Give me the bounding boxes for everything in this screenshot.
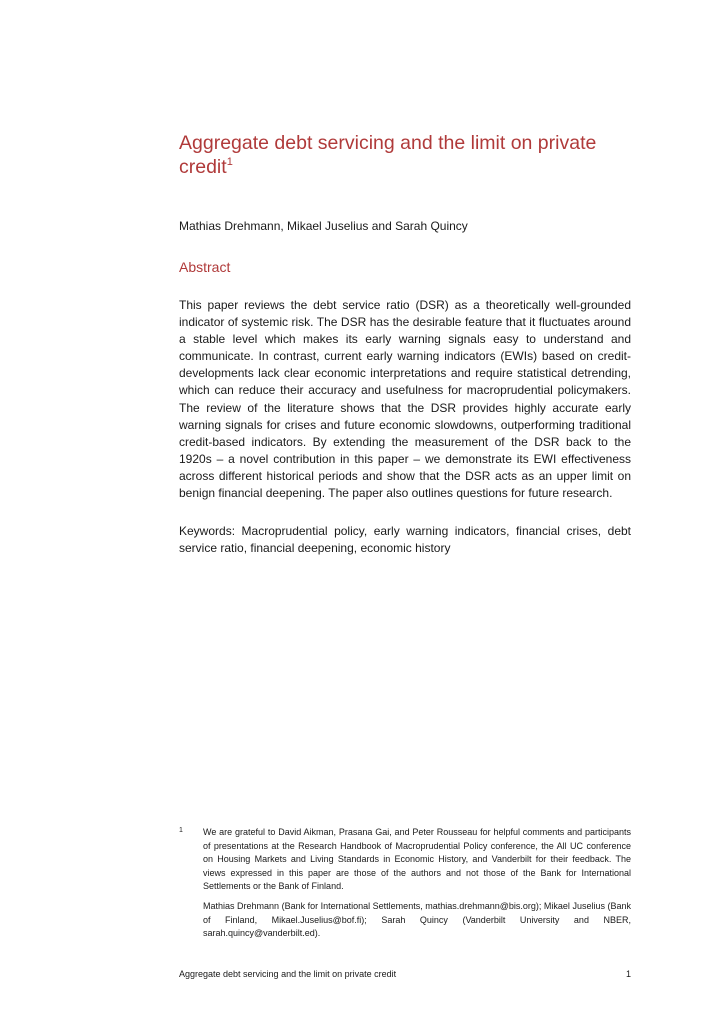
- footnote: [179, 826, 631, 947]
- authors: Mathias Drehmann, Mikael Juselius and Sarah Quincy: [179, 219, 468, 233]
- footnote-acknowledgement: We are grateful to David Aikman, Prasana Gai, and Peter Rousseau for helpful comments and participants of presentations at the Research Handbook of Macroprudential Policy conference, the All UC conference on Housing Markets and Living Standards in Economic History, and Vanderbilt for their feedback. The views expressed in this paper are those of the authors and not those of the Bank for International Settlements or the Bank of Finland.: [203, 827, 631, 892]
- page-number: 1: [625, 969, 631, 979]
- abstract-body: This paper reviews the debt service ratio (DSR) as a theoretically well-grounded indicator of systemic risk. The DSR has the desirable feature that it fluctuates around a stable level which makes its early warning signals easy to understand and communicate. In contrast, current early warning indicators (EWIs) based on credit-developments lack clear economic interpretations and require statistical detrending, which can reduce their accuracy and usefulness for macroprudential policymakers. The review of the literature shows that the DSR provides highly accurate early warning signals for crises and future economic slowdowns, outperforming traditional credit-based indicators. By extending the measurement of the DSR back to the 1920s – a novel contribution in this paper – we demonstrate its EWI effectiveness across different historical periods and show that the DSR acts as an upper limit on benign financial deepening. The paper also outlines questions for future research.: [179, 298, 631, 501]
- paper-title: [179, 131, 639, 179]
- footnote-text: [203, 826, 631, 941]
- footnote-marker: 1: [179, 827, 183, 834]
- paper-title-text: Aggregate debt servicing and the limit on private credit: [179, 132, 597, 178]
- running-footer-title: Aggregate debt servicing and the limit on private credit: [179, 969, 397, 979]
- abstract-heading: Abstract: [179, 259, 231, 275]
- title-footnote-marker[interactable]: 1: [226, 156, 233, 168]
- footnote-affiliations: Mathias Drehmann (Bank for International Settlements, mathias.drehmann@bis.org); Mikael Juselius (Bank of Finland, Mikael.Juselius@bof.fi); Sarah Quincy (Vanderbilt University and NBER, sarah.quincy@vanderbilt.ed).: [203, 900, 631, 939]
- keywords: Keywords: Macroprudential policy, early warning indicators, financial crises, debt service ratio, financial deepening, economic history: [179, 524, 631, 555]
- running-footer: [179, 968, 631, 980]
